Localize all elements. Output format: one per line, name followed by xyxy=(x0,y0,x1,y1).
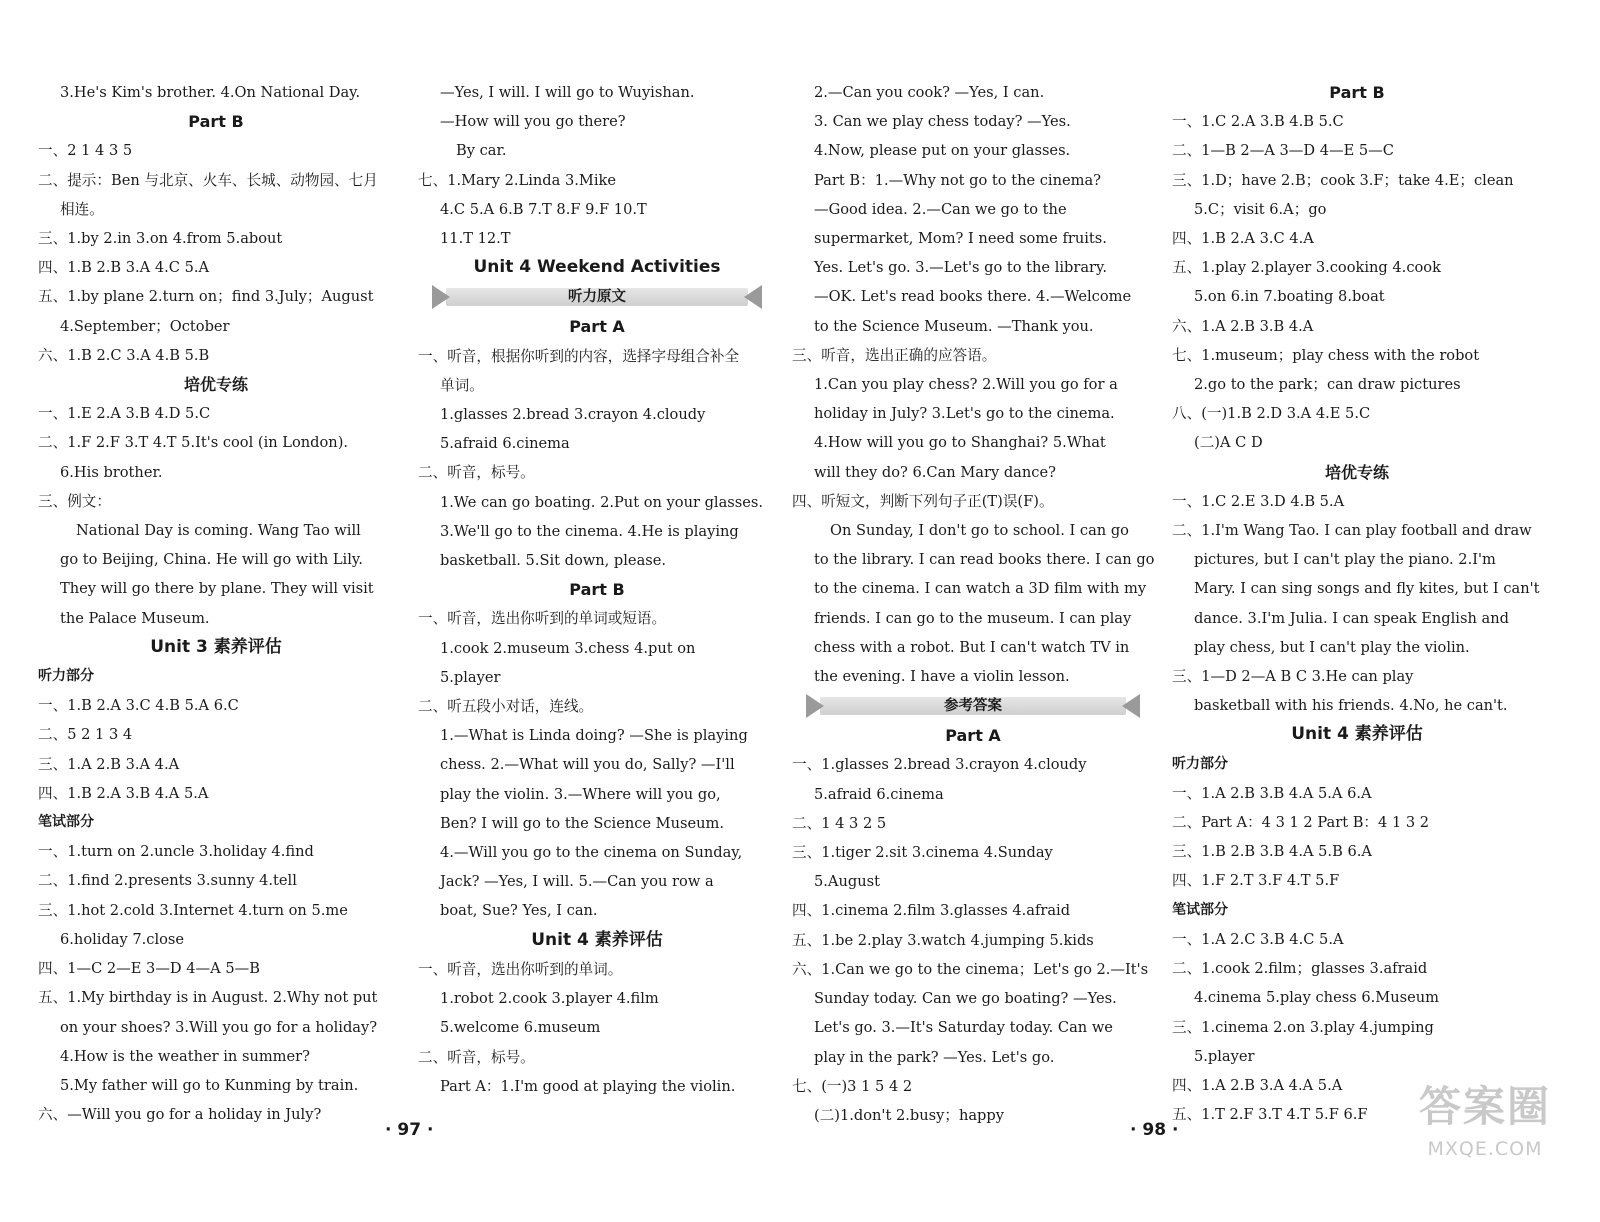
answer-line: 1.—What is Linda doing? —She is playing xyxy=(440,727,748,745)
answer-line: go to Beijing, China. He will go with Lily. xyxy=(60,551,363,569)
answer-line: (二)A C D xyxy=(1194,434,1263,452)
answer-line: 一、1.C 2.A 3.B 4.B 5.C xyxy=(1172,113,1344,131)
section-heading: 培优专练 xyxy=(1324,462,1389,482)
subsection-label: 笔试部分 xyxy=(1172,901,1228,918)
answer-line: 三、1—D 2—A B C 3.He can play xyxy=(1172,668,1414,686)
answer-line: 4.—Will you go to the cinema on Sunday, xyxy=(440,844,743,862)
column-3 xyxy=(792,78,1154,1130)
answer-line: Sunday today. Can we go boating? —Yes. xyxy=(814,990,1117,1008)
answer-line: Ben? I will go to the Science Museum. xyxy=(440,814,725,832)
answer-line: 一、2 1 4 3 5 xyxy=(38,142,133,160)
answer-line: 相连。 xyxy=(60,200,104,218)
answer-line: to the Science Museum. —Thank you. xyxy=(814,317,1094,335)
answer-line: play in the park? —Yes. Let's go. xyxy=(814,1048,1055,1066)
answer-line: 三、听音，选出正确的应答语。 xyxy=(792,346,997,364)
answer-line: supermarket, Mom? I need some fruits. xyxy=(814,230,1107,248)
answer-line: Mary. I can sing songs and fly kites, but I can't xyxy=(1194,580,1540,598)
answer-line: holiday in July? 3.Let's go to the cinema. xyxy=(814,405,1115,423)
answer-line: 三、1.by 2.in 3.on 4.from 5.about xyxy=(38,230,283,248)
banner-title: 参考答案 xyxy=(944,697,1002,714)
page-number-right: · 98 · xyxy=(1130,1120,1179,1140)
answer-line: 5.player xyxy=(440,668,501,686)
column-4 xyxy=(1172,78,1542,1129)
unit-heading: Unit 4 Weekend Activities xyxy=(473,257,721,278)
answer-line: 二、1.F 2.F 3.T 4.T 5.It's cool (in London). xyxy=(38,434,349,452)
answer-line: 1.glasses 2.bread 3.crayon 4.cloudy xyxy=(440,406,706,424)
unit-heading: Unit 4 素养评估 xyxy=(1291,724,1423,745)
answer-line: 3.We'll go to the cinema. 4.He is playing xyxy=(440,522,739,540)
answer-line: By car. xyxy=(456,142,507,160)
answer-line: —How will you go there? xyxy=(440,113,626,131)
answer-line: 5.My father will go to Kunming by train. xyxy=(60,1076,359,1094)
answer-line: 4.cinema 5.play chess 6.Museum xyxy=(1194,989,1439,1007)
answer-line: 六、1.B 2.C 3.A 4.B 5.B xyxy=(38,346,210,364)
answer-line: 一、听音，根据你听到的内容，选择字母组合补全 xyxy=(418,347,740,365)
answer-line: basketball. 5.Sit down, please. xyxy=(440,552,667,570)
answer-line: the evening. I have a violin lesson. xyxy=(814,668,1070,686)
answer-line: basketball with his friends. 4.No, he can't. xyxy=(1194,697,1508,715)
answer-line: 二、1.I'm Wang Tao. I can play football and draw xyxy=(1172,522,1532,540)
section-heading: Part B xyxy=(188,112,244,132)
answer-line: 二、提示：Ben 与北京、火车、长城、动物园、七月 xyxy=(38,171,378,189)
answer-line: 二、1 4 3 2 5 xyxy=(792,814,887,832)
unit-heading: Unit 3 素养评估 xyxy=(150,636,282,657)
answer-line: 1.We can go boating. 2.Put on your glasses. xyxy=(440,493,764,511)
answer-line: 一、听音，选出你听到的单词或短语。 xyxy=(418,610,667,628)
answer-line: 5.on 6.in 7.boating 8.boat xyxy=(1194,288,1385,306)
answer-line: 二、听五段小对话，连线。 xyxy=(418,698,594,716)
answer-line: 一、1.turn on 2.uncle 3.holiday 4.find xyxy=(38,843,314,861)
column-1 xyxy=(38,78,394,1129)
answer-line: 七、1.museum；play chess with the robot xyxy=(1172,346,1480,364)
answer-line: 3.He's Kim's brother. 4.On National Day. xyxy=(60,84,361,101)
answer-line: play chess, but I can't play the violin. xyxy=(1194,638,1470,656)
answer-line: 4.How will you go to Shanghai? 5.What xyxy=(814,434,1106,452)
answer-line: 5.afraid 6.cinema xyxy=(814,785,944,803)
answer-line: 六、1.Can we go to the cinema；Let's go 2.—It's xyxy=(792,960,1149,978)
answer-line: 三、1.D；have 2.B；cook 3.F；take 4.E；clean xyxy=(1172,171,1514,189)
subsection-label: 听力部分 xyxy=(38,668,94,685)
column-2 xyxy=(418,78,776,1101)
answer-line: 六、—Will you go for a holiday in July? xyxy=(38,1106,322,1124)
section-heading: Part B xyxy=(1329,83,1385,102)
answer-line: 三、1.A 2.B 3.A 4.A xyxy=(38,755,180,773)
answer-line: 一、1.B 2.A 3.C 4.B 5.A 6.C xyxy=(38,697,239,715)
answer-line: 五、1.T 2.F 3.T 4.T 5.F 6.F xyxy=(1172,1106,1368,1124)
answer-line: chess. 2.—What will you do, Sally? —I'll xyxy=(440,756,735,774)
answer-line: 二、1.find 2.presents 3.sunny 4.tell xyxy=(38,872,297,890)
answer-line: to the library. I can read books there. I can go xyxy=(814,551,1154,569)
answer-line: 4.Now, please put on your glasses. xyxy=(814,142,1071,160)
answer-line: On Sunday, I don't go to school. I can go xyxy=(830,522,1129,540)
watermark-logo xyxy=(1410,1078,1560,1178)
answer-line: 一、1.C 2.E 3.D 4.B 5.A xyxy=(1172,492,1345,510)
answer-line: 四、1.B 2.A 3.C 4.A xyxy=(1172,230,1314,248)
unit-heading: Unit 4 素养评估 xyxy=(531,929,663,950)
answer-line: Part A：1.I'm good at playing the violin. xyxy=(440,1077,736,1095)
answer-line: 二、听音，标号。 xyxy=(418,464,535,482)
answer-line: They will go there by plane. They will visit xyxy=(60,580,374,598)
answer-line: on your shoes? 3.Will you go for a holiday? xyxy=(60,1018,378,1036)
answer-line: 三、1.tiger 2.sit 3.cinema 4.Sunday xyxy=(792,844,1053,862)
answer-line: friends. I can go to the museum. I can play xyxy=(814,609,1132,627)
answer-line: 三、1.hot 2.cold 3.Internet 4.turn on 5.me xyxy=(38,901,348,919)
answer-line: boat, Sue? Yes, I can. xyxy=(440,902,598,920)
watermark-chinese: 答案圈 xyxy=(1418,1082,1551,1131)
answer-line: 七、(一)3 1 5 4 2 xyxy=(792,1077,913,1095)
answer-line: Yes. Let's go. 3.—Let's go to the library. xyxy=(814,259,1107,277)
banner-title: 听力原文 xyxy=(568,288,626,305)
section-banner xyxy=(432,284,762,310)
answer-line: —OK. Let's read books there. 4.—Welcome xyxy=(814,288,1132,306)
answer-line: Jack? —Yes, I will. 5.—Can you row a xyxy=(440,873,714,891)
answer-line: 四、1.B 2.A 3.B 4.A 5.A xyxy=(38,784,209,802)
section-heading: Part A xyxy=(569,317,625,337)
answer-line: 1.robot 2.cook 3.player 4.film xyxy=(440,990,659,1008)
answer-line: 一、1.E 2.A 3.B 4.D 5.C xyxy=(38,405,211,423)
answer-line: 三、例文： xyxy=(38,492,111,510)
section-banner xyxy=(806,693,1140,719)
answer-line: 1.cook 2.museum 3.chess 4.put on xyxy=(440,639,696,657)
answer-line: 五、1.be 2.play 3.watch 4.jumping 5.kids xyxy=(792,931,1094,949)
answer-line: pictures, but I can't play the piano. 2.I'm xyxy=(1194,551,1496,569)
answer-line: 四、1.A 2.B 3.A 4.A 5.A xyxy=(1172,1076,1343,1094)
answer-line: dance. 3.I'm Julia. I can speak English and xyxy=(1194,609,1509,627)
watermark-url: MXQE.COM xyxy=(1427,1138,1543,1160)
answer-line: 四、听短文，判断下列句子正(T)误(F)。 xyxy=(792,492,1054,510)
answer-line: chess with a robot. But I can't watch TV in xyxy=(814,638,1130,656)
answer-line: 3. Can we play chess today? —Yes. xyxy=(814,113,1071,131)
answer-line: 五、1.by plane 2.turn on；find 3.July；August xyxy=(38,288,374,306)
answer-line: Let's go. 3.—It's Saturday today. Can we xyxy=(814,1019,1113,1037)
answer-line: 二、1—B 2—A 3—D 4—E 5—C xyxy=(1172,142,1394,160)
answer-line: 5.August xyxy=(814,873,880,891)
answer-line: 三、1.B 2.B 3.B 4.A 5.B 6.A xyxy=(1172,843,1372,861)
answer-line: 5.player xyxy=(1194,1047,1255,1065)
answer-line: to the cinema. I can watch a 3D film with my xyxy=(814,580,1147,598)
answer-line: 11.T 12.T xyxy=(440,230,511,248)
answer-line: (二)1.don't 2.busy；happy xyxy=(814,1106,1004,1124)
answer-line: 四、1—C 2—E 3—D 4—A 5—B xyxy=(38,960,260,978)
answer-line: 6.His brother. xyxy=(60,463,163,481)
answer-line: 单词。 xyxy=(440,376,484,394)
answer-line: 一、1.A 2.B 3.B 4.A 5.A 6.A xyxy=(1172,784,1372,802)
answer-line: 四、1.B 2.B 3.A 4.C 5.A xyxy=(38,259,210,277)
answer-line: 一、1.glasses 2.bread 3.crayon 4.cloudy xyxy=(792,756,1087,774)
answer-line: 六、1.A 2.B 3.B 4.A xyxy=(1172,317,1314,335)
subsection-label: 笔试部分 xyxy=(38,814,94,831)
section-heading: Part B xyxy=(569,580,625,600)
answer-line: —Yes, I will. I will go to Wuyishan. xyxy=(440,84,695,101)
answer-line: National Day is coming. Wang Tao will xyxy=(76,522,361,540)
answer-line: Part B：1.—Why not go to the cinema? xyxy=(814,171,1101,189)
answer-line: 一、听音，选出你听到的单词。 xyxy=(418,960,623,978)
answer-line: 四、1.cinema 2.film 3.glasses 4.afraid xyxy=(792,902,1071,920)
answer-line: 一、1.A 2.C 3.B 4.C 5.A xyxy=(1172,930,1344,948)
answer-line: 5.welcome 6.museum xyxy=(440,1019,601,1037)
answer-line: 2.—Can you cook? —Yes, I can. xyxy=(814,84,1045,101)
answer-line: 二、听音，标号。 xyxy=(418,1048,535,1066)
answer-line: 6.holiday 7.close xyxy=(60,930,185,948)
answer-line: 4.C 5.A 6.B 7.T 8.F 9.F 10.T xyxy=(440,200,647,218)
answer-line: 4.September；October xyxy=(60,317,230,335)
answer-line: 4.How is the weather in summer? xyxy=(60,1047,310,1065)
answer-line: 三、1.cinema 2.on 3.play 4.jumping xyxy=(1172,1018,1434,1036)
answer-line: play the violin. 3.—Where will you go, xyxy=(440,785,721,803)
answer-line: 五、1.My birthday is in August. 2.Why not put xyxy=(38,989,378,1007)
page-number-left: · 97 · xyxy=(385,1120,434,1140)
answer-line: 八、(一)1.B 2.D 3.A 4.E 5.C xyxy=(1172,405,1371,423)
answer-line: —Good idea. 2.—Can we go to the xyxy=(814,200,1067,218)
answer-line: 二、1.cook 2.film；glasses 3.afraid xyxy=(1172,960,1428,978)
answer-line: 四、1.F 2.T 3.F 4.T 5.F xyxy=(1172,872,1340,890)
answer-line: 1.Can you play chess? 2.Will you go for a xyxy=(814,376,1118,394)
answer-line: will they do? 6.Can Mary dance? xyxy=(814,463,1056,481)
answer-line: 二、5 2 1 3 4 xyxy=(38,726,133,744)
answer-line: 五、1.play 2.player 3.cooking 4.cook xyxy=(1172,259,1441,277)
section-heading: 培优专练 xyxy=(183,375,248,395)
answer-line: 七、1.Mary 2.Linda 3.Mike xyxy=(418,171,616,189)
answer-line: 5.afraid 6.cinema xyxy=(440,435,570,453)
section-heading: Part A xyxy=(945,726,1001,746)
answer-line: the Palace Museum. xyxy=(60,609,210,627)
answer-line: 2.go to the park；can draw pictures xyxy=(1194,376,1461,394)
answer-line: 5.C；visit 6.A；go xyxy=(1194,200,1327,218)
subsection-label: 听力部分 xyxy=(1172,755,1228,772)
answer-line: 二、Part A：4 3 1 2 Part B：4 1 3 2 xyxy=(1172,814,1430,832)
